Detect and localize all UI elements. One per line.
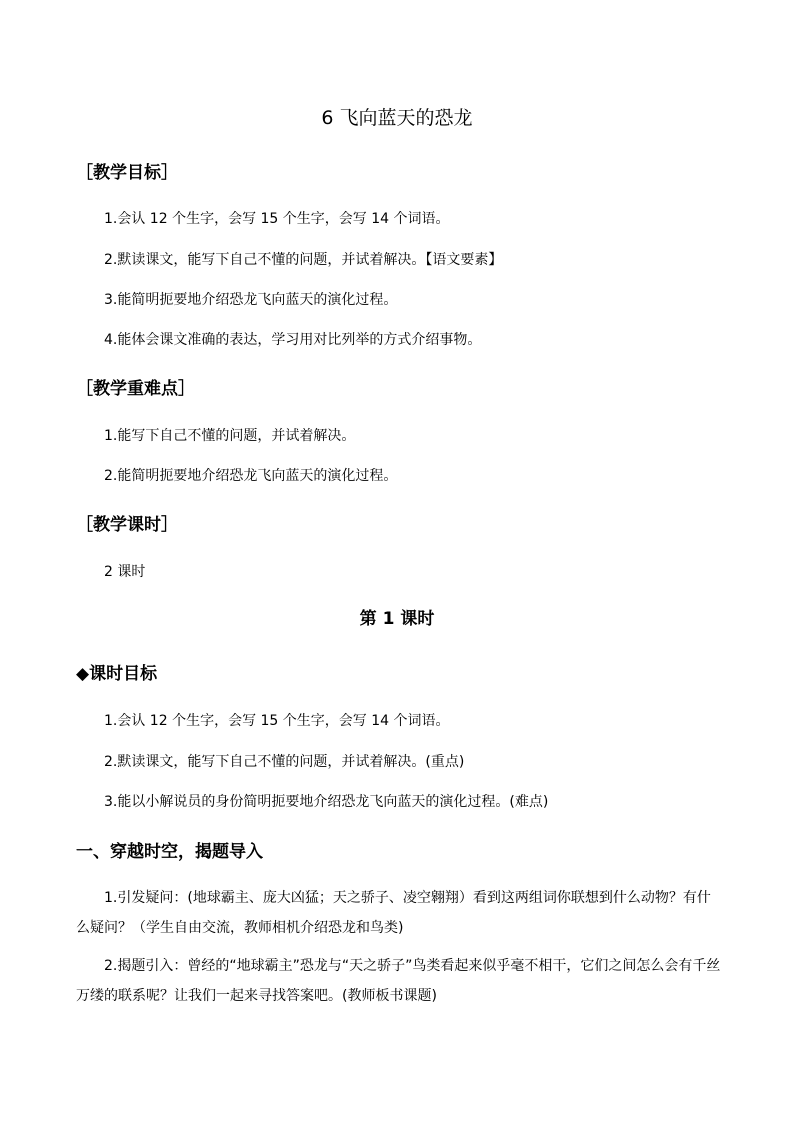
step-1-heading: 一、穿越时空，揭题导入 xyxy=(76,842,263,862)
teaching-goal-item: 1.会认 12 个生字，会写 15 个生字，会写 14 个词语。 xyxy=(104,211,450,227)
key-point-item: 2.能简明扼要地介绍恐龙飞向蓝天的演化过程。 xyxy=(104,468,398,484)
key-points-heading: ［教学重难点］ xyxy=(76,379,195,399)
document-title: 6 飞向蓝天的恐龙 xyxy=(321,107,473,129)
lesson-goals-heading: ◆课时目标 xyxy=(76,664,158,684)
teaching-periods-heading: ［教学课时］ xyxy=(76,515,178,535)
lesson-goal-item: 1.会认 12 个生字，会写 15 个生字，会写 14 个词语。 xyxy=(104,713,450,729)
teaching-goal-item: 2.默读课文，能写下自己不懂的问题，并试着解决。【语文要素】 xyxy=(104,252,503,268)
step-1-paragraph: 2.揭题引入：曾经的“地球霸主”恐龙与“天之骄子”鸟类看起来似乎毫不相干，它们之间怎么会有千丝万缕的联系呢？让我们一起来寻找答案吧。(教师板书课题) xyxy=(76,958,721,1004)
teaching-goals-heading: ［教学目标］ xyxy=(76,163,178,183)
key-point-item: 1.能写下自己不懂的问题，并试着解决。 xyxy=(104,428,356,444)
lesson-1-title: 第 1 课时 xyxy=(359,609,435,629)
lesson-goal-item: 2.默读课文，能写下自己不懂的问题，并试着解决。(重点) xyxy=(104,754,465,770)
teaching-periods-value: 2 课时 xyxy=(104,564,146,580)
teaching-goal-item: 4.能体会课文准确的表达，学习用对比列举的方式介绍事物。 xyxy=(104,332,482,348)
lesson-goal-item: 3.能以小解说员的身份简明扼要地介绍恐龙飞向蓝天的演化过程。(难点) xyxy=(104,794,549,810)
teaching-goal-item: 3.能简明扼要地介绍恐龙飞向蓝天的演化过程。 xyxy=(104,292,398,308)
step-1-paragraph: 1.引发疑问：(地球霸主、庞大凶猛；天之骄子、凌空翱翔）看到这两组词你联想到什么动物？有什么疑问？（学生自由交流，教师相机介绍恐龙和鸟类) xyxy=(76,890,711,936)
